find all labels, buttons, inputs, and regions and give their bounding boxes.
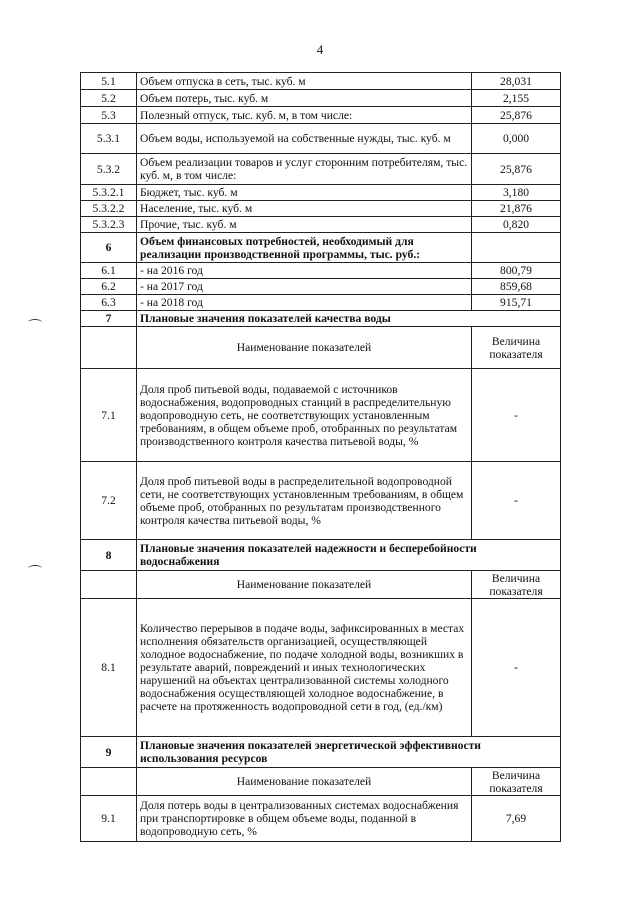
row-number: 5.2 <box>81 90 137 107</box>
table-row <box>81 462 561 540</box>
table-row <box>81 90 561 107</box>
margin-mark <box>28 319 42 326</box>
row-description: Количество перерывов в подаче воды, зафиксированных в местах исполнения обязательств организацией, осуществляющей холодное водоснабжение, по подаче холодной воды, возникших в результате аварий, повреждений и иных технологических нарушений на объектах централизованной системы холодного водоснабжения осуществляющей холодное водоснабжение, в расчете на протяженность водопроводной сети в год, (ед./км) <box>137 599 472 737</box>
row-number: 5.3 <box>81 107 137 124</box>
row-number: 5.3.2.1 <box>81 185 137 201</box>
row-description: Прочие, тыс. куб. м <box>137 217 472 233</box>
row-value: 28,031 <box>472 73 561 90</box>
table-row <box>81 154 561 185</box>
row-value: 2,155 <box>472 90 561 107</box>
row-description: Объем реализации товаров и услуг сторонним потребителям, тыс. куб. м, в том числе: <box>137 154 472 185</box>
column-header-name: Наименование показателей <box>137 327 472 369</box>
row-value: 0,000 <box>472 124 561 154</box>
row-value: 915,71 <box>472 295 561 311</box>
page-number: 4 <box>316 42 324 57</box>
row-value: 3,180 <box>472 185 561 201</box>
row-value: 25,876 <box>472 154 561 185</box>
row-number: 5.3.2 <box>81 154 137 185</box>
row-number: 8.1 <box>81 599 137 737</box>
row-number: 5.3.1 <box>81 124 137 154</box>
row-description: Доля проб питьевой воды, подаваемой с источников водоснабжения, водопроводных станций в распределительную водопроводную сеть, не соответствующих установленным требованиям, в общем объеме проб, отобранных по результатам производственного контроля качества питьевой воды, % <box>137 369 472 462</box>
row-description: Доля проб питьевой воды в распределительной водопроводной сети, не соответствующих установленным требованиям, в общем объеме проб, отобранных по результатам производственного контроля качества питьевой воды, % <box>137 462 472 540</box>
table-row <box>81 540 561 571</box>
row-value: 859,68 <box>472 279 561 295</box>
row-value: - <box>472 462 561 540</box>
section-title: Плановые значения показателей энергетической эффективности использования ресурсов <box>137 737 561 768</box>
row-value: 21,876 <box>472 201 561 217</box>
row-number: 5.1 <box>81 73 137 90</box>
row-description: Объем воды, используемой на собственные нужды, тыс. куб. м <box>137 124 472 154</box>
empty-cell <box>81 327 137 369</box>
program-table <box>80 72 561 842</box>
section-title: Плановые значения показателей надежности и бесперебойности водоснабжения <box>137 540 561 571</box>
column-header-value: Величина показателя <box>472 768 561 796</box>
row-value: - <box>472 599 561 737</box>
table-row <box>81 369 561 462</box>
section-number: 8 <box>81 540 137 571</box>
table-header-row <box>81 571 561 599</box>
row-value: 800,79 <box>472 263 561 279</box>
column-header-name: Наименование показателей <box>137 768 472 796</box>
table-row <box>81 737 561 768</box>
row-description: Полезный отпуск, тыс. куб. м, в том числе: <box>137 107 472 124</box>
row-number: 6.1 <box>81 263 137 279</box>
margin-mark <box>28 565 42 572</box>
row-value: - <box>472 369 561 462</box>
row-description: Население, тыс. куб. м <box>137 201 472 217</box>
table-header-row <box>81 768 561 796</box>
section-title: Объем финансовых потребностей, необходимый для реализации производственной программы, тыс. руб.: <box>137 233 472 263</box>
table-row <box>81 217 561 233</box>
section-number: 6 <box>81 233 137 263</box>
table-row <box>81 311 561 327</box>
section-number: 7 <box>81 311 137 327</box>
row-description: - на 2017 год <box>137 279 472 295</box>
row-value <box>472 233 561 263</box>
row-number: 5.3.2.3 <box>81 217 137 233</box>
row-number: 5.3.2.2 <box>81 201 137 217</box>
table-row <box>81 233 561 263</box>
table-row <box>81 279 561 295</box>
table-row <box>81 201 561 217</box>
row-description: - на 2018 год <box>137 295 472 311</box>
section-title: Плановые значения показателей качества воды <box>137 311 561 327</box>
table-row <box>81 295 561 311</box>
table-row <box>81 124 561 154</box>
row-description: Бюджет, тыс. куб. м <box>137 185 472 201</box>
table-row <box>81 599 561 737</box>
column-header-value: Величина показателя <box>472 571 561 599</box>
row-description: Объем отпуска в сеть, тыс. куб. м <box>137 73 472 90</box>
table-row <box>81 185 561 201</box>
row-number: 7.1 <box>81 369 137 462</box>
table-row <box>81 263 561 279</box>
row-number: 6.2 <box>81 279 137 295</box>
row-value: 7,69 <box>472 796 561 842</box>
table-row <box>81 73 561 90</box>
table-row <box>81 107 561 124</box>
row-number: 6.3 <box>81 295 137 311</box>
row-value: 0,820 <box>472 217 561 233</box>
empty-cell <box>81 571 137 599</box>
row-description: Доля потерь воды в централизованных системах водоснабжения при транспортировке в общем объеме воды, поданной в водопроводную сеть, % <box>137 796 472 842</box>
table-row <box>81 796 561 842</box>
row-value: 25,876 <box>472 107 561 124</box>
row-number: 7.2 <box>81 462 137 540</box>
table-header-row <box>81 327 561 369</box>
row-number: 9.1 <box>81 796 137 842</box>
column-header-value: Величина показателя <box>472 327 561 369</box>
row-description: Объем потерь, тыс. куб. м <box>137 90 472 107</box>
empty-cell <box>81 768 137 796</box>
column-header-name: Наименование показателей <box>137 571 472 599</box>
row-description: - на 2016 год <box>137 263 472 279</box>
section-number: 9 <box>81 737 137 768</box>
